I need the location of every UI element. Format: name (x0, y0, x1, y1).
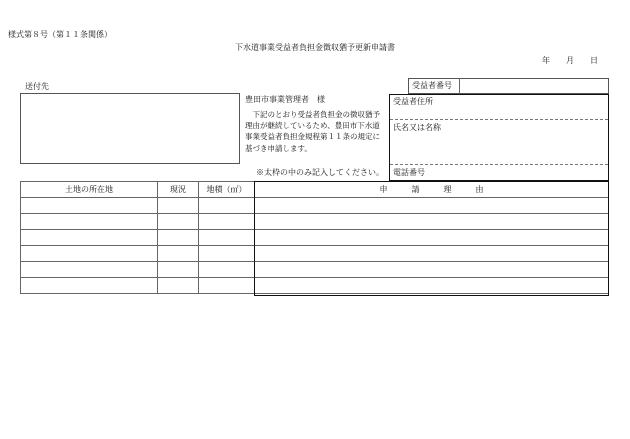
location-cell[interactable] (21, 230, 158, 246)
location-cell[interactable] (21, 214, 158, 230)
header-location: 土地の所在地 (21, 182, 158, 198)
land-table (20, 181, 609, 294)
header-area: 地積（㎡） (199, 182, 255, 198)
table-row (21, 198, 609, 214)
table-row (21, 262, 609, 278)
sendto-box[interactable] (20, 93, 240, 164)
area-cell[interactable] (199, 214, 255, 230)
reason-cell[interactable] (255, 214, 609, 230)
beneficiary-number-label: 受益者番号 (412, 81, 452, 90)
reason-cell[interactable] (255, 262, 609, 278)
address-divider (390, 119, 608, 120)
note-text: ※太枠の中のみ記入してください。 (256, 168, 384, 177)
header-reason: 申 請 理 由 (255, 182, 609, 198)
header-status: 現況 (158, 182, 199, 198)
table-row (21, 246, 609, 262)
status-cell[interactable] (158, 278, 199, 294)
reason-cell[interactable] (255, 230, 609, 246)
date-label: 年 月 日 (542, 56, 598, 65)
beneficiary-number-field[interactable] (460, 79, 608, 93)
address-field[interactable] (391, 108, 607, 118)
phone-label: 電話番号 (393, 168, 425, 177)
area-cell[interactable] (199, 278, 255, 294)
area-cell[interactable] (199, 262, 255, 278)
reason-cell[interactable] (255, 198, 609, 214)
reason-cell[interactable] (255, 246, 609, 262)
sendto-label: 送付先 (25, 82, 49, 91)
table-row (21, 230, 609, 246)
location-cell[interactable] (21, 262, 158, 278)
table-header-row (21, 182, 609, 198)
form-title: 下水道事業受益者負担金徴収猶予更新申請書 (235, 43, 395, 52)
area-cell[interactable] (199, 246, 255, 262)
form-number: 様式第８号（第１１条関係） (8, 30, 112, 39)
status-cell[interactable] (158, 198, 199, 214)
location-cell[interactable] (21, 198, 158, 214)
address-label: 受益者住所 (393, 97, 433, 106)
name-label: 氏名又は名称 (393, 123, 441, 132)
name-field[interactable] (391, 134, 607, 162)
status-cell[interactable] (158, 246, 199, 262)
area-cell[interactable] (199, 230, 255, 246)
reason-cell[interactable] (255, 278, 609, 294)
name-divider (390, 164, 608, 165)
location-cell[interactable] (21, 246, 158, 262)
addressee: 豊田市事業管理者 様 (245, 95, 325, 104)
location-cell[interactable] (21, 278, 158, 294)
area-cell[interactable] (199, 198, 255, 214)
table-row (21, 214, 609, 230)
status-cell[interactable] (158, 230, 199, 246)
request-text: 下記のとおり受益者負担金の徴収猶予理由が継続しているため、豊田市下水道事業受益者負担金規程第１１条の規定に基づき申請します。 (245, 110, 380, 153)
status-cell[interactable] (158, 214, 199, 230)
status-cell[interactable] (158, 262, 199, 278)
table-row (21, 278, 609, 294)
